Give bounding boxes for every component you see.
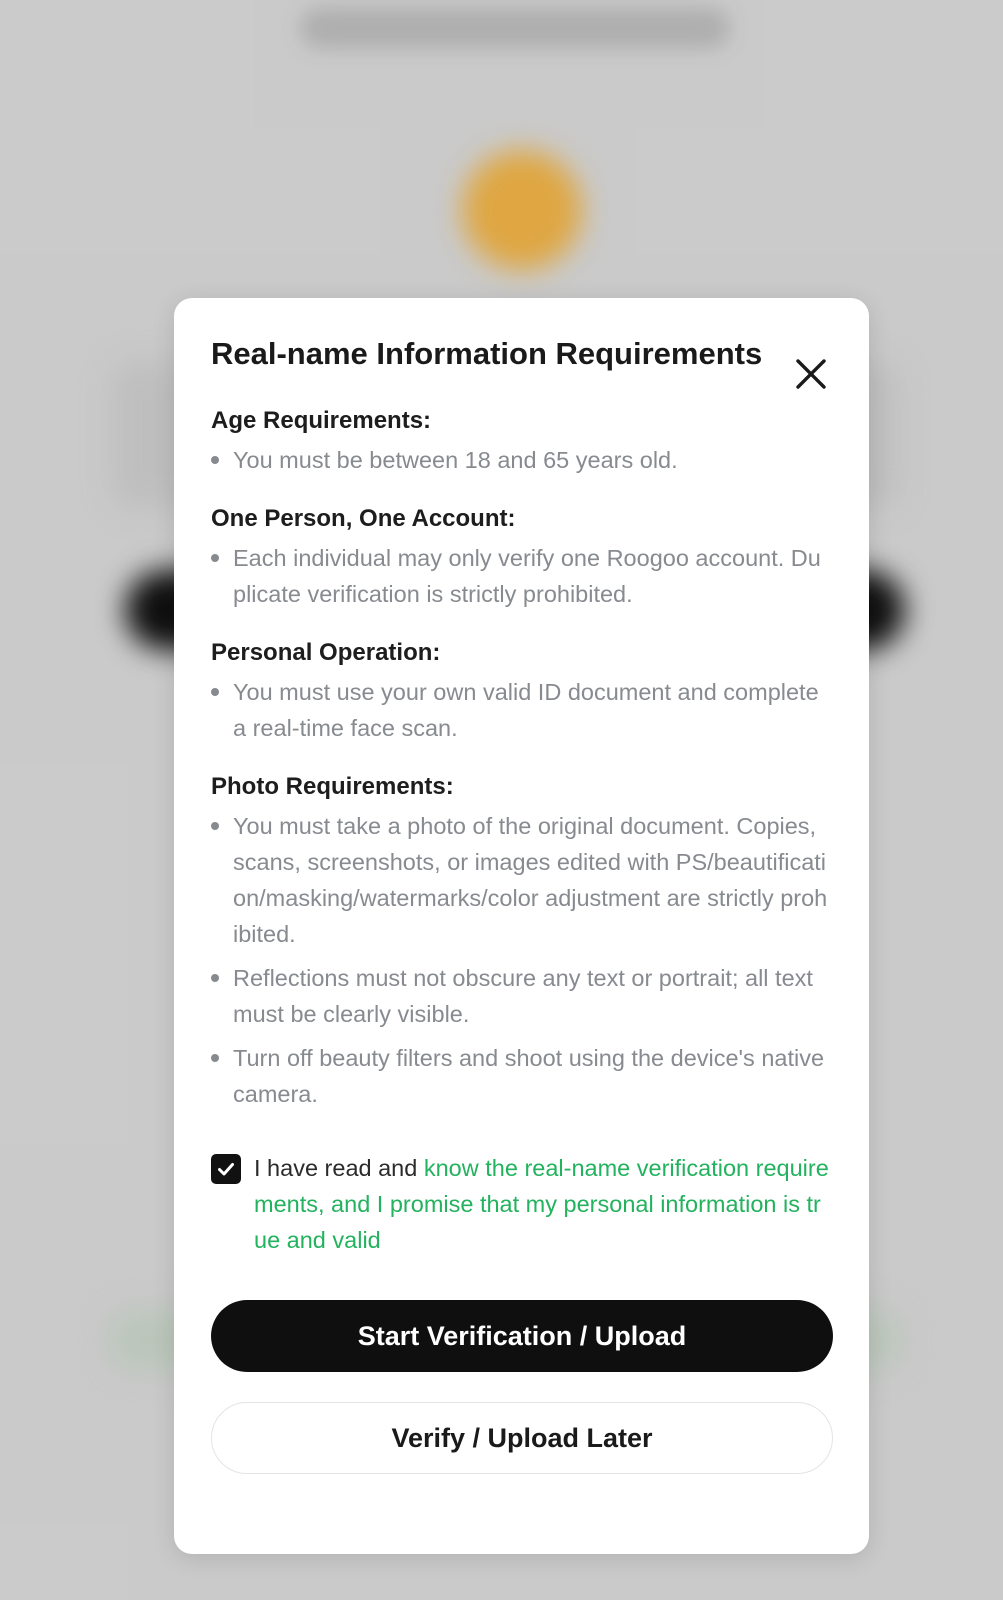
section-title: Photo Requirements: (211, 773, 454, 800)
close-button[interactable] (793, 356, 829, 392)
requirement-item: Reflections must not obscure any text or portrait; all text must be clearly visible. (211, 960, 832, 1032)
dialog-title: Real-name Information Requirements (211, 336, 763, 371)
close-icon (793, 356, 829, 392)
agreement-prefix: I have read and (254, 1155, 424, 1181)
requirement-item: You must take a photo of the original document. Copies, scans, screenshots, or images edited with PS/beautification/masking/watermarks/color adjustment are strictly prohibited. (211, 808, 832, 952)
checkmark-icon (216, 1159, 236, 1179)
section-title: Personal Operation: (211, 639, 441, 666)
requirements-dialog (174, 298, 869, 1554)
agreement-text (254, 1150, 832, 1258)
agreement-checkbox[interactable] (211, 1154, 241, 1184)
agreement-link[interactable]: know the real-name verification requirements, and I promise that my personal information is true and valid (254, 1155, 829, 1253)
start-verification-button[interactable]: Start Verification / Upload (211, 1300, 833, 1372)
requirement-item: Each individual may only verify one Roogoo account. Duplicate verification is strictly prohibited. (211, 540, 832, 612)
requirement-item: You must be between 18 and 65 years old. (211, 442, 832, 478)
requirement-item: You must use your own valid ID document and complete a real-time face scan. (211, 674, 832, 746)
requirement-item: Turn off beauty filters and shoot using the device's native camera. (211, 1040, 832, 1112)
section-age-requirements (211, 404, 832, 478)
verify-later-button[interactable]: Verify / Upload Later (211, 1402, 833, 1474)
agreement-row (211, 1150, 832, 1258)
section-title: One Person, One Account: (211, 505, 516, 532)
section-photo-requirements (211, 770, 832, 1112)
section-title: Age Requirements: (211, 407, 432, 434)
section-personal-operation (211, 636, 832, 746)
section-one-person-one-account (211, 502, 832, 612)
